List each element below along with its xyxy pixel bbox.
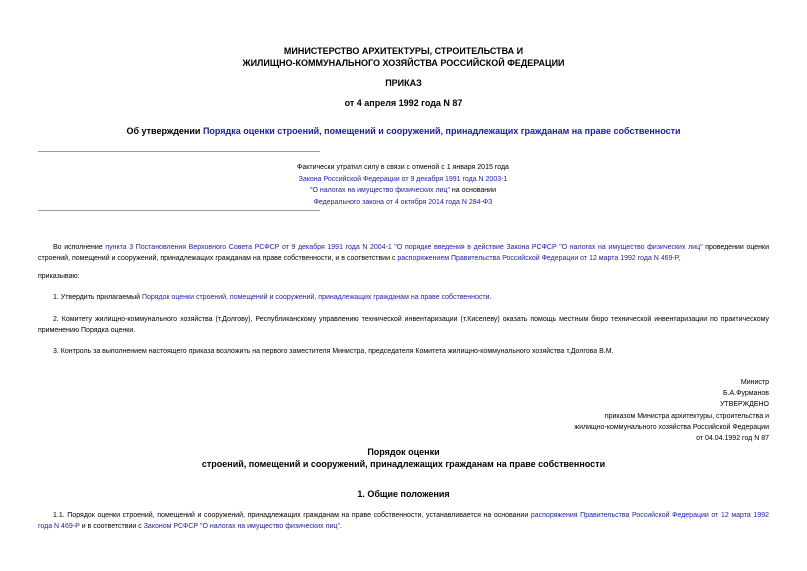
status-note xyxy=(38,162,768,208)
order-item-2: 2. Комитету жилищно-коммунального хозяйства (т.Долгову), Республиканскому управлению технической инвентаризации (т.Киселеву) оказать помощь местным бюро технической инвентаризации по практическому применению Порядка оценки. xyxy=(38,316,769,334)
ministry-line-2: ЖИЛИЩНО-КОММУНАЛЬНОГО ХОЗЯЙСТВА РОССИЙСКОЙ ФЕДЕРАЦИИ xyxy=(242,58,565,68)
signature-role: Министр xyxy=(740,379,769,386)
order-item-1-text: 1. Утвердить прилагаемый xyxy=(53,294,142,301)
order-item-1-end: . xyxy=(489,294,492,301)
divider-top xyxy=(38,151,320,152)
preamble-text-2: проведении оценки строений, помещений и сооружений, принадлежащих гражданам на праве собственности, и в соответствии с xyxy=(38,244,770,262)
ministry-line-1: МИНИСТЕРСТВО АРХИТЕКТУРЫ, СТРОИТЕЛЬСТВА И xyxy=(283,46,524,56)
approval-line-2: приказом Министра архитектуры, строительства и xyxy=(604,412,769,420)
annex-text-2: и в соответствии с xyxy=(79,523,144,530)
status-note-federal-law-link[interactable]: Федерального закона от 4 октября 2014 года N 284-ФЗ xyxy=(313,198,493,206)
order-item-3: 3. Контроль за выполнением настоящего приказа возложить на первого заместителя Министра, председателя Комитета жилищно-коммунального хозяйства т.Долгова В.М. xyxy=(53,348,614,355)
annex-title-2: строений, помещений и сооружений, принадлежащих гражданам на праве собственности xyxy=(201,459,606,469)
status-note-line-1: Фактически утратил силу в связи с отменой с 1 января 2015 года xyxy=(297,164,509,171)
order-word: приказываю: xyxy=(38,273,80,280)
annex-law-link[interactable]: Законом РСФСР "О налогах на имущество физических лиц" xyxy=(143,523,340,530)
annex-text-end: . xyxy=(339,523,342,530)
preamble-text-1: Во исполнение xyxy=(53,244,106,251)
status-note-basis-text: на основании xyxy=(449,187,496,195)
preamble-paragraph xyxy=(38,242,769,264)
status-note-law-title-link[interactable]: "О налогах на имущество физических лиц" xyxy=(310,187,450,195)
order-item-1-link[interactable]: Порядок оценки строений, помещений и сооружений, принадлежащих гражданам на праве собственности xyxy=(141,294,490,301)
section-heading: 1. Общие положения xyxy=(357,489,450,499)
order-item-1 xyxy=(38,292,769,303)
divider-bottom xyxy=(38,210,320,211)
approval-stamp: УТВЕРЖДЕНО xyxy=(719,401,769,409)
annex-text-1: 1.1. Порядок оценки строений, помещений и сооружений, принадлежащих гражданам на праве собственности, устанавливается на основании xyxy=(53,512,531,519)
annex-paragraph-1-1 xyxy=(38,510,769,532)
doc-title-prefix: Об утверждении xyxy=(126,126,203,136)
doc-title xyxy=(0,125,807,137)
preamble-decree-link[interactable]: пункта 3 Постановления Верховного Совета РСФСР от 9 декабря 1991 года N 2004-1 "О порядке введения в действие Закона РСФСР "О налогах на имущество физических лиц" xyxy=(105,244,703,251)
signature-block xyxy=(574,377,769,444)
annex-title-1: Порядок оценки xyxy=(367,447,440,457)
preamble-order-link[interactable]: распоряжением Правительства Российской Федерации от 12 марта 1992 года N 469-Р xyxy=(397,255,679,262)
doc-title-link[interactable]: Порядка оценки строений, помещений и сооружений, принадлежащих гражданам на праве собственности xyxy=(202,126,681,136)
signature-name: Б.А.Фурманов xyxy=(723,390,769,398)
doc-date: от 4 апреля 1992 года N 87 xyxy=(344,98,463,108)
preamble-text-3: , xyxy=(678,255,681,262)
status-note-law-link[interactable]: Закона Российской Федерации от 9 декабря 1991 года N 2003-1 xyxy=(298,175,508,183)
approval-line-3: жилищно-коммунального хозяйства Российской Федерации xyxy=(574,423,769,431)
doc-type: ПРИКАЗ xyxy=(385,78,422,88)
approval-line-4: от 04.04.1992 год N 87 xyxy=(696,435,769,443)
annex-order-link[interactable]: распоряжения Правительства Российской Федерации от 12 марта 1992 года N 469-Р xyxy=(38,512,770,530)
